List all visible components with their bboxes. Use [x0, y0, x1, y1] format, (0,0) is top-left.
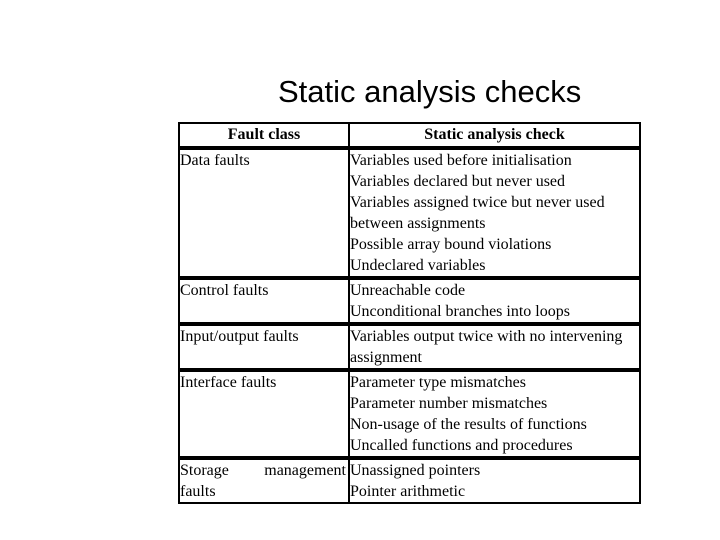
checks-cell: [349, 325, 640, 371]
table-row-input-output-faults: [179, 325, 640, 371]
fault-class-cell: [179, 149, 349, 279]
fault-class-cell: [179, 325, 349, 371]
check-item: Variables used before initialisation: [350, 152, 572, 169]
check-item: Unassigned pointers: [350, 462, 481, 479]
check-item: between assignments: [350, 215, 486, 232]
checks-cell: [349, 459, 640, 503]
check-item: Non-usage of the results of functions: [350, 416, 587, 433]
checks-cell: [349, 279, 640, 325]
fault-class-label: Input/output faults: [180, 328, 299, 345]
fault-class-word: Storage: [180, 462, 229, 479]
fault-class-word: management: [264, 462, 346, 479]
fault-class-label: Control faults: [180, 282, 269, 299]
fault-class-cell: [179, 279, 349, 325]
slide-title: Static analysis checks: [278, 74, 582, 109]
fault-class-cell: [179, 371, 349, 459]
fault-class-label: Data faults: [180, 152, 250, 169]
static-analysis-table: [178, 122, 641, 504]
check-item: Variables declared but never used: [350, 173, 566, 190]
check-item: assignment: [350, 349, 422, 366]
checks-cell: [349, 149, 640, 279]
check-item: Variables assigned twice but never used: [350, 194, 605, 211]
check-item: Possible array bound violations: [350, 236, 552, 253]
fault-class-label: Interface faults: [180, 374, 277, 391]
check-item: Uncalled functions and procedures: [350, 437, 573, 454]
header-static-analysis-check: Static analysis check: [349, 123, 640, 149]
table-row-interface-faults: [179, 371, 640, 459]
check-item: Parameter type mismatches: [350, 374, 526, 391]
fault-class-word: faults: [180, 483, 216, 500]
static-analysis-table-container: [178, 122, 639, 504]
check-item: Unreachable code: [350, 282, 466, 299]
check-item: Variables output twice with no intervening: [350, 328, 623, 345]
fault-class-label-line: [180, 460, 348, 481]
check-item: Unconditional branches into loops: [350, 303, 570, 320]
table-row-control-faults: [179, 279, 640, 325]
check-item: Parameter number mismatches: [350, 395, 548, 412]
table-row-data-faults: [179, 149, 640, 279]
check-item: Pointer arithmetic: [350, 483, 466, 500]
table-row-storage-management-faults: [179, 459, 640, 503]
check-item: Undeclared variables: [350, 257, 486, 274]
table-header-row: [179, 123, 640, 149]
fault-class-cell: [179, 459, 349, 503]
checks-cell: [349, 371, 640, 459]
header-fault-class: Fault class: [179, 123, 349, 149]
